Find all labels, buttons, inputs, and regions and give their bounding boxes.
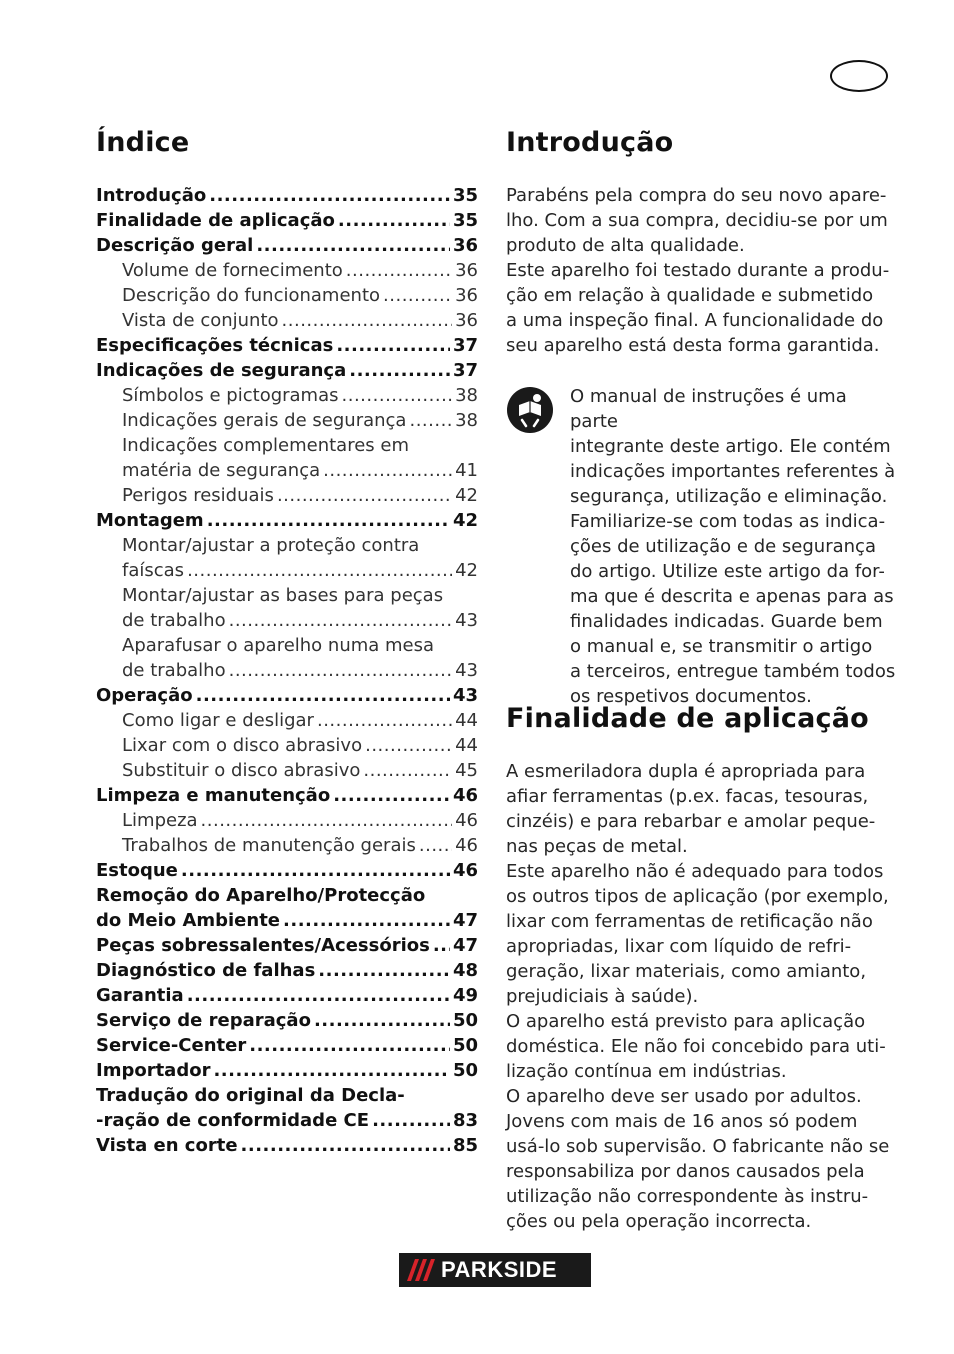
toc-entry-page: 42 (452, 510, 478, 531)
toc-leader-dots (363, 758, 452, 783)
toc-entry-title: Indicações complementares em (122, 435, 409, 456)
toc-leader-dots (209, 183, 450, 208)
toc-leader-dots (433, 933, 450, 958)
intended-use-title: Finalidade de aplicação (506, 703, 869, 734)
text-line: responsabiliza por danos causados pela (506, 1161, 865, 1182)
toc-leader-dots (314, 1008, 450, 1033)
text-line: Familiarize-se com todas as indica- (570, 511, 886, 532)
toc-entry-page: 35 (452, 210, 478, 231)
text-line: apropriadas, lixar com líquido de refri- (506, 936, 852, 957)
toc-entry-title: Especificações técnicas (96, 335, 334, 356)
text-line: cinzéis) e para rebarbar e amolar peque- (506, 811, 876, 832)
text-line: Este aparelho foi testado durante a produ- (506, 260, 890, 281)
toc-leader-dots (282, 308, 453, 333)
toc-entry-title: Substituir o disco abrasivo (122, 760, 361, 781)
toc-entry-title: Garantia (96, 985, 184, 1006)
toc-entry (96, 183, 478, 208)
toc-entry (96, 1058, 478, 1083)
toc-entry-page: 46 (452, 785, 478, 806)
toc-entry (96, 708, 478, 733)
toc-entry (96, 483, 478, 508)
toc-entry-title: Montar/ajustar a proteção contra (122, 535, 420, 556)
toc-leader-dots (383, 283, 452, 308)
toc-entry-page: 50 (452, 1010, 478, 1031)
toc-entry-title: Perigos residuais (122, 485, 274, 506)
toc-entry-page: 47 (452, 910, 478, 931)
toc-entry-title: faíscas (122, 560, 185, 581)
text-line: afiar ferramentas (p.ex. facas, tesouras, (506, 786, 869, 807)
toc-entry (96, 1108, 478, 1133)
logo-text: PARKSIDE (441, 1257, 558, 1282)
introduction-text (506, 183, 896, 358)
toc-entry (96, 733, 478, 758)
text-line: prejudiciais à saúde). (506, 986, 699, 1007)
toc-entry (96, 933, 478, 958)
toc-entry-page: 46 (452, 860, 478, 881)
toc-entry-title: Remoção do Aparelho/Protecção (96, 885, 426, 906)
toc-entry (96, 458, 478, 483)
language-badge (830, 60, 888, 92)
text-line: o manual e, se transmitir o artigo (570, 636, 873, 657)
text-line: lho. Com a sua compra, decidiu-se por um (506, 210, 888, 231)
text-line: doméstica. Ele não foi concebido para uti- (506, 1036, 886, 1057)
toc-entry-title: Vista de conjunto (122, 310, 279, 331)
text-line: O aparelho está previsto para aplicação (506, 1011, 866, 1032)
text-line: O manual de instruções é uma parte (570, 386, 847, 432)
table-of-contents (96, 183, 478, 1158)
toc-entry (96, 283, 478, 308)
toc-entry-page: 42 (455, 485, 478, 506)
parkside-logo (399, 1253, 591, 1287)
text-line: segurança, utilização e eliminação. (570, 486, 888, 507)
text-line: O aparelho deve ser usado por adultos. (506, 1086, 862, 1107)
text-line: ções ou pela operação incorrecta. (506, 1211, 812, 1232)
toc-entry-page: 35 (452, 185, 478, 206)
toc-entry-page: 50 (452, 1060, 478, 1081)
toc-leader-dots (229, 658, 453, 683)
toc-entry-page: 42 (455, 560, 478, 581)
toc-entry-page: 36 (455, 285, 478, 306)
toc-entry (96, 258, 478, 283)
toc-entry (96, 433, 478, 458)
toc-entry (96, 233, 478, 258)
toc-entry-title: -ração de conformidade CE (96, 1110, 370, 1131)
toc-entry-page: 38 (455, 385, 478, 406)
manual-note-text (570, 384, 900, 709)
text-line: finalidades indicadas. Guarde bem (570, 611, 883, 632)
text-line: Jovens com mais de 16 anos só podem (506, 1111, 858, 1132)
toc-entry-title: Importador (96, 1060, 211, 1081)
toc-entry (96, 333, 478, 358)
toc-leader-dots (201, 808, 453, 833)
toc-entry-title: Serviço de reparação (96, 1010, 311, 1031)
toc-entry-page: 41 (455, 460, 478, 481)
toc-entry-title: Limpeza e manutenção (96, 785, 331, 806)
toc-entry-title: Trabalhos de manutenção gerais (122, 835, 416, 856)
toc-entry-page: 43 (455, 660, 478, 681)
toc-leader-dots (336, 333, 450, 358)
text-line: lização contínua em indústrias. (506, 1061, 787, 1082)
toc-leader-dots (419, 833, 452, 858)
toc-entry-page: 50 (452, 1035, 478, 1056)
toc-entry-page: 46 (455, 835, 478, 856)
toc-entry (96, 783, 478, 808)
toc-entry-title: Como ligar e desligar (122, 710, 314, 731)
toc-entry (96, 208, 478, 233)
toc-leader-dots (323, 458, 452, 483)
toc-entry-title: Operação (96, 685, 193, 706)
toc-leader-dots (365, 733, 452, 758)
toc-entry (96, 1083, 478, 1108)
toc-entry-page: 38 (455, 410, 478, 431)
toc-leader-dots (277, 483, 452, 508)
toc-entry-page: 36 (455, 260, 478, 281)
toc-entry-page: 37 (452, 335, 478, 356)
toc-entry-title: Limpeza (122, 810, 198, 831)
text-line: nas peças de metal. (506, 836, 688, 857)
toc-entry-page: 36 (455, 310, 478, 331)
toc-entry (96, 533, 478, 558)
toc-entry-title: de trabalho (122, 660, 226, 681)
toc-entry (96, 358, 478, 383)
toc-entry (96, 608, 478, 633)
toc-entry (96, 408, 478, 433)
toc-entry-title: Descrição do funcionamento (122, 285, 381, 306)
toc-entry-page: 44 (455, 710, 478, 731)
text-line: utilização não correspondente às instru- (506, 1186, 869, 1207)
toc-entry (96, 858, 478, 883)
text-line: integrante deste artigo. Ele contém (570, 436, 891, 457)
toc-entry-page: 43 (452, 685, 478, 706)
toc-entry-title: matéria de segurança (122, 460, 321, 481)
toc-entry-page: 48 (452, 960, 478, 981)
read-manual-icon (506, 386, 554, 434)
text-line: a terceiros, entregue também todos (570, 661, 896, 682)
toc-entry (96, 583, 478, 608)
toc-entry-title: Volume de fornecimento (122, 260, 343, 281)
logo-stripes-icon (399, 1253, 441, 1287)
toc-entry-page: 43 (455, 610, 478, 631)
toc-leader-dots (256, 233, 450, 258)
toc-entry (96, 683, 478, 708)
toc-entry-page: 45 (455, 760, 478, 781)
toc-entry-page: 85 (452, 1135, 478, 1156)
toc-leader-dots (229, 608, 453, 633)
toc-entry (96, 1033, 478, 1058)
toc-leader-dots (338, 208, 450, 233)
text-line: a uma inspeção final. A funcionalidade do (506, 310, 884, 331)
toc-entry-title: de trabalho (122, 610, 226, 631)
toc-entry (96, 808, 478, 833)
toc-entry-title: Montar/ajustar as bases para peças (122, 585, 444, 606)
toc-entry-title: Indicações de segurança (96, 360, 347, 381)
text-line: seu aparelho está desta forma garantida. (506, 335, 880, 356)
toc-entry-page: 46 (455, 810, 478, 831)
toc-leader-dots (187, 983, 450, 1008)
toc-entry-title: Finalidade de aplicação (96, 210, 335, 231)
introduction-title: Introdução (506, 127, 674, 158)
toc-entry (96, 383, 478, 408)
toc-entry-page: 37 (452, 360, 478, 381)
text-line: geração, lixar materiais, como amianto, (506, 961, 867, 982)
toc-entry (96, 508, 478, 533)
text-line: os outros tipos de aplicação (por exemplo, (506, 886, 889, 907)
toc-entry-title: Símbolos e pictogramas (122, 385, 339, 406)
toc-entry-title: Peças sobressalentes/Acessórios (96, 935, 430, 956)
toc-entry (96, 558, 478, 583)
toc-leader-dots (283, 908, 450, 933)
toc-entry-page: 49 (452, 985, 478, 1006)
toc-entry-page: 47 (452, 935, 478, 956)
index-title: Índice (96, 127, 190, 158)
toc-entry-title: Vista en corte (96, 1135, 238, 1156)
toc-leader-dots (333, 783, 450, 808)
toc-entry-title: Descrição geral (96, 235, 254, 256)
toc-leader-dots (207, 508, 450, 533)
text-line: Este aparelho não é adequado para todos (506, 861, 884, 882)
toc-leader-dots (409, 408, 452, 433)
toc-entry (96, 1008, 478, 1033)
text-line: A esmeriladora dupla é apropriada para (506, 761, 866, 782)
toc-leader-dots (196, 683, 450, 708)
toc-entry-title: Introdução (96, 185, 207, 206)
toc-entry-page: 36 (452, 235, 478, 256)
toc-leader-dots (372, 1108, 450, 1133)
text-line: Parabéns pela compra do seu novo apare- (506, 185, 887, 206)
toc-leader-dots (349, 358, 450, 383)
toc-leader-dots (241, 1133, 450, 1158)
text-line: indicações importantes referentes à (570, 461, 896, 482)
toc-entry-title: Lixar com o disco abrasivo (122, 735, 363, 756)
toc-leader-dots (187, 558, 452, 583)
toc-entry (96, 833, 478, 858)
text-line: usá-lo sob supervisão. O fabricante não se (506, 1136, 890, 1157)
toc-entry-title: Service-Center (96, 1035, 247, 1056)
toc-leader-dots (317, 708, 452, 733)
toc-entry (96, 983, 478, 1008)
toc-leader-dots (213, 1058, 449, 1083)
toc-entry-title: Tradução do original da Decla- (96, 1085, 405, 1106)
text-line: lixar com ferramentas de retificação não (506, 911, 873, 932)
toc-entry-title: Estoque (96, 860, 178, 881)
text-line: ma que é descrita e apenas para as (570, 586, 894, 607)
toc-entry (96, 308, 478, 333)
toc-leader-dots (342, 383, 453, 408)
toc-entry (96, 908, 478, 933)
text-line: produto de alta qualidade. (506, 235, 745, 256)
toc-entry-title: Aparafusar o aparelho numa mesa (122, 635, 435, 656)
text-line: ções de utilização e de segurança (570, 536, 876, 557)
toc-entry (96, 1133, 478, 1158)
toc-entry-title: Montagem (96, 510, 204, 531)
toc-entry-title: Indicações gerais de segurança (122, 410, 407, 431)
intended-use-text (506, 759, 906, 1234)
toc-entry (96, 758, 478, 783)
toc-entry (96, 633, 478, 658)
toc-entry-title: Diagnóstico de falhas (96, 960, 316, 981)
toc-entry-page: 44 (455, 735, 478, 756)
toc-entry-page: 83 (452, 1110, 478, 1131)
toc-entry-title: do Meio Ambiente (96, 910, 281, 931)
toc-leader-dots (181, 858, 450, 883)
toc-entry (96, 658, 478, 683)
toc-leader-dots (318, 958, 450, 983)
toc-entry (96, 958, 478, 983)
text-line: os respetivos documentos. (570, 686, 812, 707)
text-line: ção em relação à qualidade e submetido (506, 285, 874, 306)
toc-entry (96, 883, 478, 908)
text-line: do artigo. Utilize este artigo da for- (570, 561, 885, 582)
toc-leader-dots (346, 258, 452, 283)
toc-leader-dots (249, 1033, 450, 1058)
